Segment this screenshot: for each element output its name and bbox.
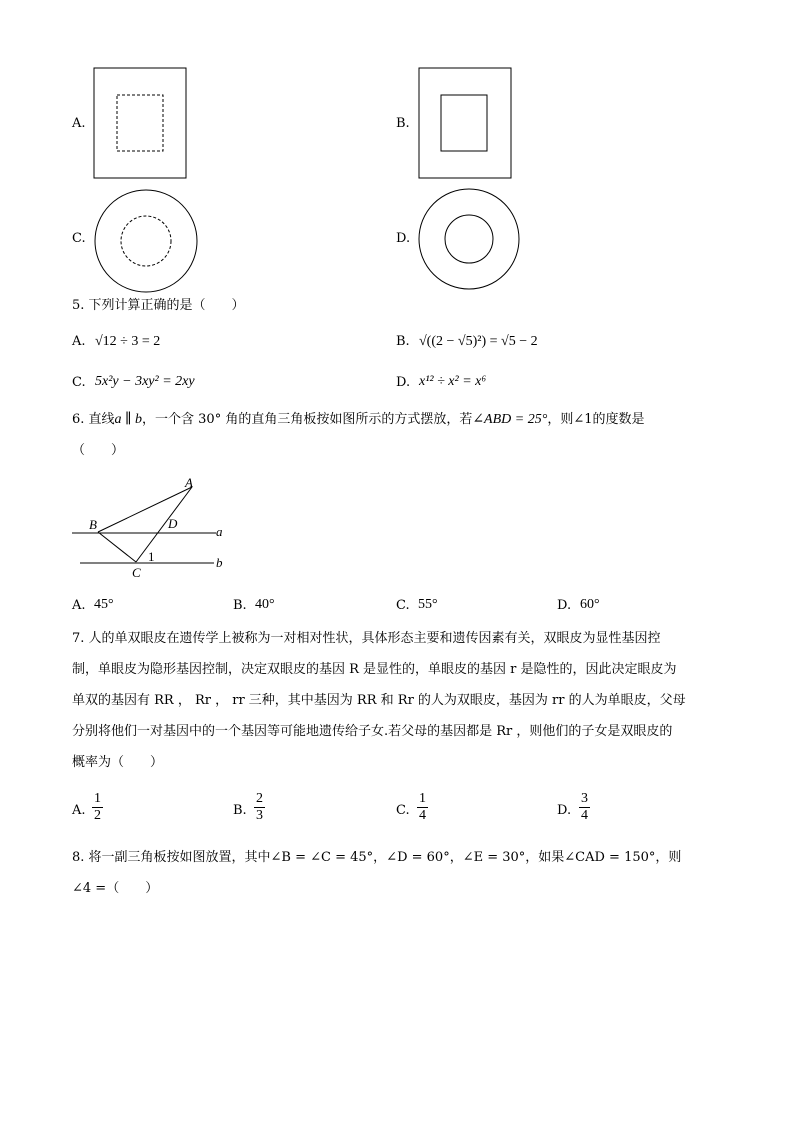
label-angle-1: 1 (148, 549, 155, 564)
label-line-b: b (216, 555, 223, 570)
q6-parallel-expr: a ∥ b (114, 412, 143, 427)
q7-stem (72, 623, 722, 778)
outer-square (419, 68, 511, 178)
inner-dashed-square (117, 95, 163, 151)
fraction-numerator: 3 (581, 791, 588, 806)
q7-option-b-fraction (254, 791, 265, 824)
q7-option-d-label: D. (557, 803, 572, 818)
segment-ca (136, 487, 192, 562)
q6-option-c-value: 55° (418, 597, 438, 612)
inner-solid-square (441, 95, 487, 151)
q6-stem-part2: ，一个含 30° 角的直角三角板按如图所示的方式摆放，若 (142, 412, 473, 427)
figure-option-a (93, 67, 188, 179)
label-point-d: D (168, 516, 178, 531)
outer-square (94, 68, 186, 178)
q6-stem-line1 (72, 412, 645, 428)
figure-option-c (93, 188, 199, 294)
q8-stem (72, 842, 722, 904)
option-b-label: B. (396, 116, 410, 131)
q7-option-c-label: C. (396, 803, 410, 818)
fraction-denominator: 4 (581, 808, 588, 823)
fraction-numerator: 1 (419, 791, 426, 806)
q6-option-a-label: A. (72, 598, 86, 613)
q5-option-d-label: D. (396, 375, 411, 390)
q6-option-c-label: C. (396, 598, 410, 613)
q6-option-b-label: B. (233, 598, 247, 613)
q6-option-d-label: D. (557, 598, 572, 613)
q6-figure (68, 470, 238, 582)
fraction-denominator: 2 (94, 808, 101, 823)
label-point-b: B (89, 517, 97, 532)
q5-option-b-label: B. (396, 334, 410, 349)
q6-stem-part1: 6. 直线 (72, 412, 115, 427)
fraction-numerator: 2 (256, 791, 263, 806)
q6-option-d-value: 60° (580, 597, 600, 612)
q7-option-a-fraction (92, 791, 103, 824)
q6-stem-line2: （ ） (72, 443, 125, 458)
q8-line2: ∠4 =（ ） (72, 881, 159, 896)
option-d-label: D. (396, 231, 411, 246)
fraction-numerator: 1 (94, 791, 101, 806)
figure-option-b (418, 67, 513, 179)
q6-angle-expr: ∠ABD = 25° (472, 412, 548, 427)
fraction-denominator: 4 (419, 808, 426, 823)
q7-line2: 制，单眼皮为隐形基因控制，决定双眼皮的基因 R 是显性的，单眼皮的基因 r 是隐性的，因此决定眼皮为 (72, 662, 677, 677)
q5-option-a-label: A. (72, 334, 86, 349)
label-line-a: a (216, 524, 223, 539)
option-a-label: A. (72, 116, 86, 131)
q8-line1: 8. 将一副三角板按如图放置，其中∠B = ∠C = 45°，∠D = 60°，∠E = 30°，如果∠CAD = 150°，则 (72, 850, 682, 865)
q7-line5: 概率为（ ） (72, 755, 164, 770)
segment-ba (98, 487, 192, 532)
option-c-label: C. (72, 231, 86, 246)
q7-line3: 单双的基因有 RR ， Rr ， rr 三种，其中基因为 RR 和 Rr 的人为双眼皮，基因为 rr 的人为单眼皮，父母 (72, 693, 686, 708)
q7-option-d-fraction (579, 791, 590, 824)
outer-circle (419, 189, 519, 289)
q7-option-a-label: A. (72, 803, 86, 818)
q6-option-a-value: 45° (94, 597, 114, 612)
q7-option-c-fraction (417, 791, 428, 824)
q5-option-b-expr: √((2 − √5)²) = √5 − 2 (419, 334, 538, 349)
q5-option-a-expr: √12 ÷ 3 = 2 (95, 334, 161, 349)
q7-option-b-label: B. (233, 803, 247, 818)
q5-option-c-expr: 5x²y − 3xy² = 2xy (95, 374, 195, 389)
inner-dashed-circle (121, 216, 171, 266)
q5-option-c-label: C. (72, 375, 86, 390)
label-point-a: A (185, 475, 193, 490)
fraction-denominator: 3 (256, 808, 263, 823)
q5-option-d-expr: x¹² ÷ x² = x⁶ (419, 374, 487, 389)
q5-stem: 5. 下列计算正确的是（ ） (72, 298, 245, 313)
label-point-c: C (132, 565, 141, 580)
q6-option-b-value: 40° (255, 597, 275, 612)
q7-line4: 分别将他们一对基因中的一个基因等可能地遗传给子女.若父母的基因都是 Rr ，则他们的子女是双眼皮的 (72, 724, 673, 739)
q6-stem-part3: ，则∠1的度数是 (547, 412, 645, 427)
inner-solid-circle (445, 215, 493, 263)
figure-option-d (416, 188, 522, 294)
segment-bc (98, 532, 136, 562)
outer-circle (95, 190, 197, 292)
q7-line1: 7. 人的单双眼皮在遗传学上被称为一对相对性状，具体形态主要和遗传因素有关，双眼皮为显性基因控 (72, 631, 661, 646)
